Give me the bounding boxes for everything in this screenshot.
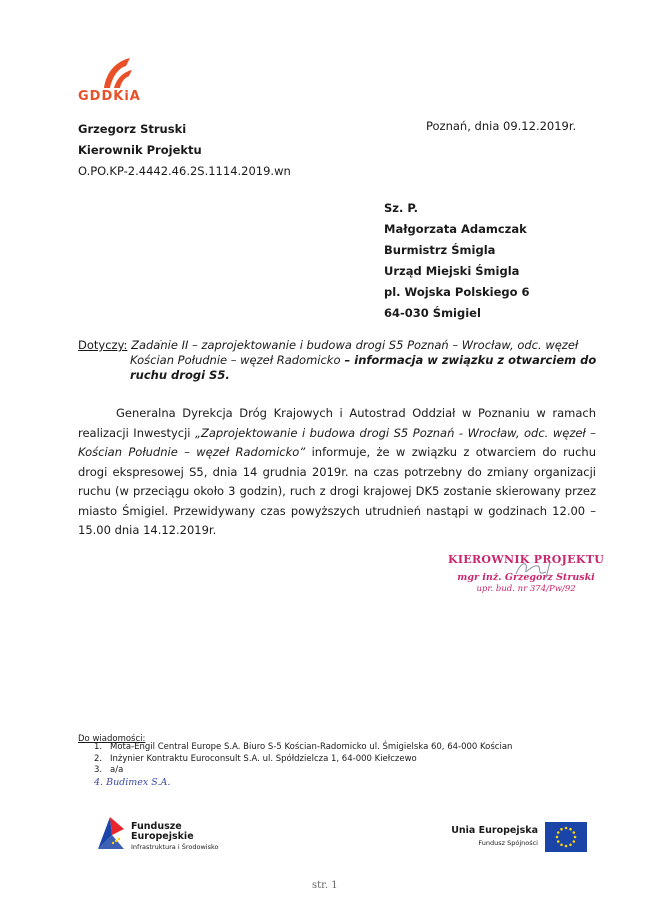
eu-flag-icon xyxy=(545,822,587,852)
sender-position: Kierownik Projektu xyxy=(78,143,202,157)
body-part-2: informuje, że w związku z otwarciem do ruchu drogi ekspresowej S5, dnia 14 grudnia 2019r. na czas potrzebny do zmiany organizacji ruchu (w przeciągu około 3 godzin), ruch z drogi krajowej DK5 zostanie skierowany przez miasto Śmigiel. Przewidywany czas powyższych utrudnień nastąpi w godzinach 12.00 – 15.00 dnia 14.12.2019r. xyxy=(78,445,596,537)
unia-europejska-text: Unia Europejska Fundusz Spójności xyxy=(451,825,538,847)
subject-text-2: Kościan Południe – węzeł Radomicko xyxy=(130,353,341,367)
recipient-block xyxy=(384,198,530,324)
stamp-license: upr. bud. nr 374/Pw/92 xyxy=(476,584,576,594)
recipient-name: Małgorzata Adamczak xyxy=(384,222,527,236)
recipient-city: 64-030 Śmigiel xyxy=(384,306,481,320)
subject-text-4: ruchu drogi S5. xyxy=(130,368,230,382)
recipient-position: Burmistrz Śmigla xyxy=(384,243,496,257)
letter-date: Poznań, dnia 09.12.2019r. xyxy=(426,119,577,133)
handwritten-item: 4. Budimex S.A. xyxy=(94,776,171,788)
recipient-salutation: Sz. P. xyxy=(384,201,419,215)
stamp-title: KIEROWNIK PROJEKTU xyxy=(448,553,605,566)
list-item: 1. Mota-Engil Central Europe S.A. Biuro S-5 Kościan-Radomicko ul. Śmigielska 60, 64-000 Kościan xyxy=(94,742,513,752)
gddkia-logo-icon xyxy=(100,56,134,90)
recipient-street: pl. Wojska Polskiego 6 xyxy=(384,285,530,299)
fundusze-europejskie-icon xyxy=(96,815,126,851)
list-item: 2. Inżynier Kontraktu Euroconsult S.A. ul. Spółdzielcza 1, 64-000 Kiełczewo xyxy=(94,753,417,764)
distribution-list xyxy=(94,742,512,788)
logo-text: GDDKiA xyxy=(78,89,141,104)
subject-text-3: – informacja w związku z otwarciem do xyxy=(340,353,597,367)
distribution-label: Do wiadomości: xyxy=(78,734,146,744)
body-italic: „Zaprojektowanie i budowa drogi S5 Poznań - Wrocław, odc. węzeł – Kościan Południe – węzeł Radomicko” xyxy=(78,425,596,459)
subject-block xyxy=(78,338,598,383)
fundusze-europejskie-text: Fundusze Europejskie Infrastruktura i Środowisko xyxy=(131,821,219,851)
sender-name: Grzegorz Struski xyxy=(78,122,187,136)
sender-reference: O.PO.KP-2.4442.46.2S.1114.2019.wn xyxy=(78,164,291,178)
body-part-1: Generalna Dyrekcja Dróg Krajowych i Autostrad Oddział w Poznaniu w ramach realizacji Inwestycji xyxy=(78,406,596,440)
sender-block xyxy=(78,119,291,182)
stamp-name: mgr inż. Grzegorz Struski xyxy=(457,572,595,583)
subject-label: Dotyczy: xyxy=(78,338,128,352)
subject-text-1: Zadanie II – zaprojektowanie i budowa drogi S5 Poznań – Wrocław, odc. węzeł xyxy=(131,338,579,352)
page-number: str. 1 xyxy=(312,880,338,891)
letter-body xyxy=(78,404,596,541)
recipient-office: Urząd Miejski Śmigla xyxy=(384,264,520,278)
list-item: 3. a/a xyxy=(94,765,124,775)
handwritten-signature xyxy=(512,558,572,580)
